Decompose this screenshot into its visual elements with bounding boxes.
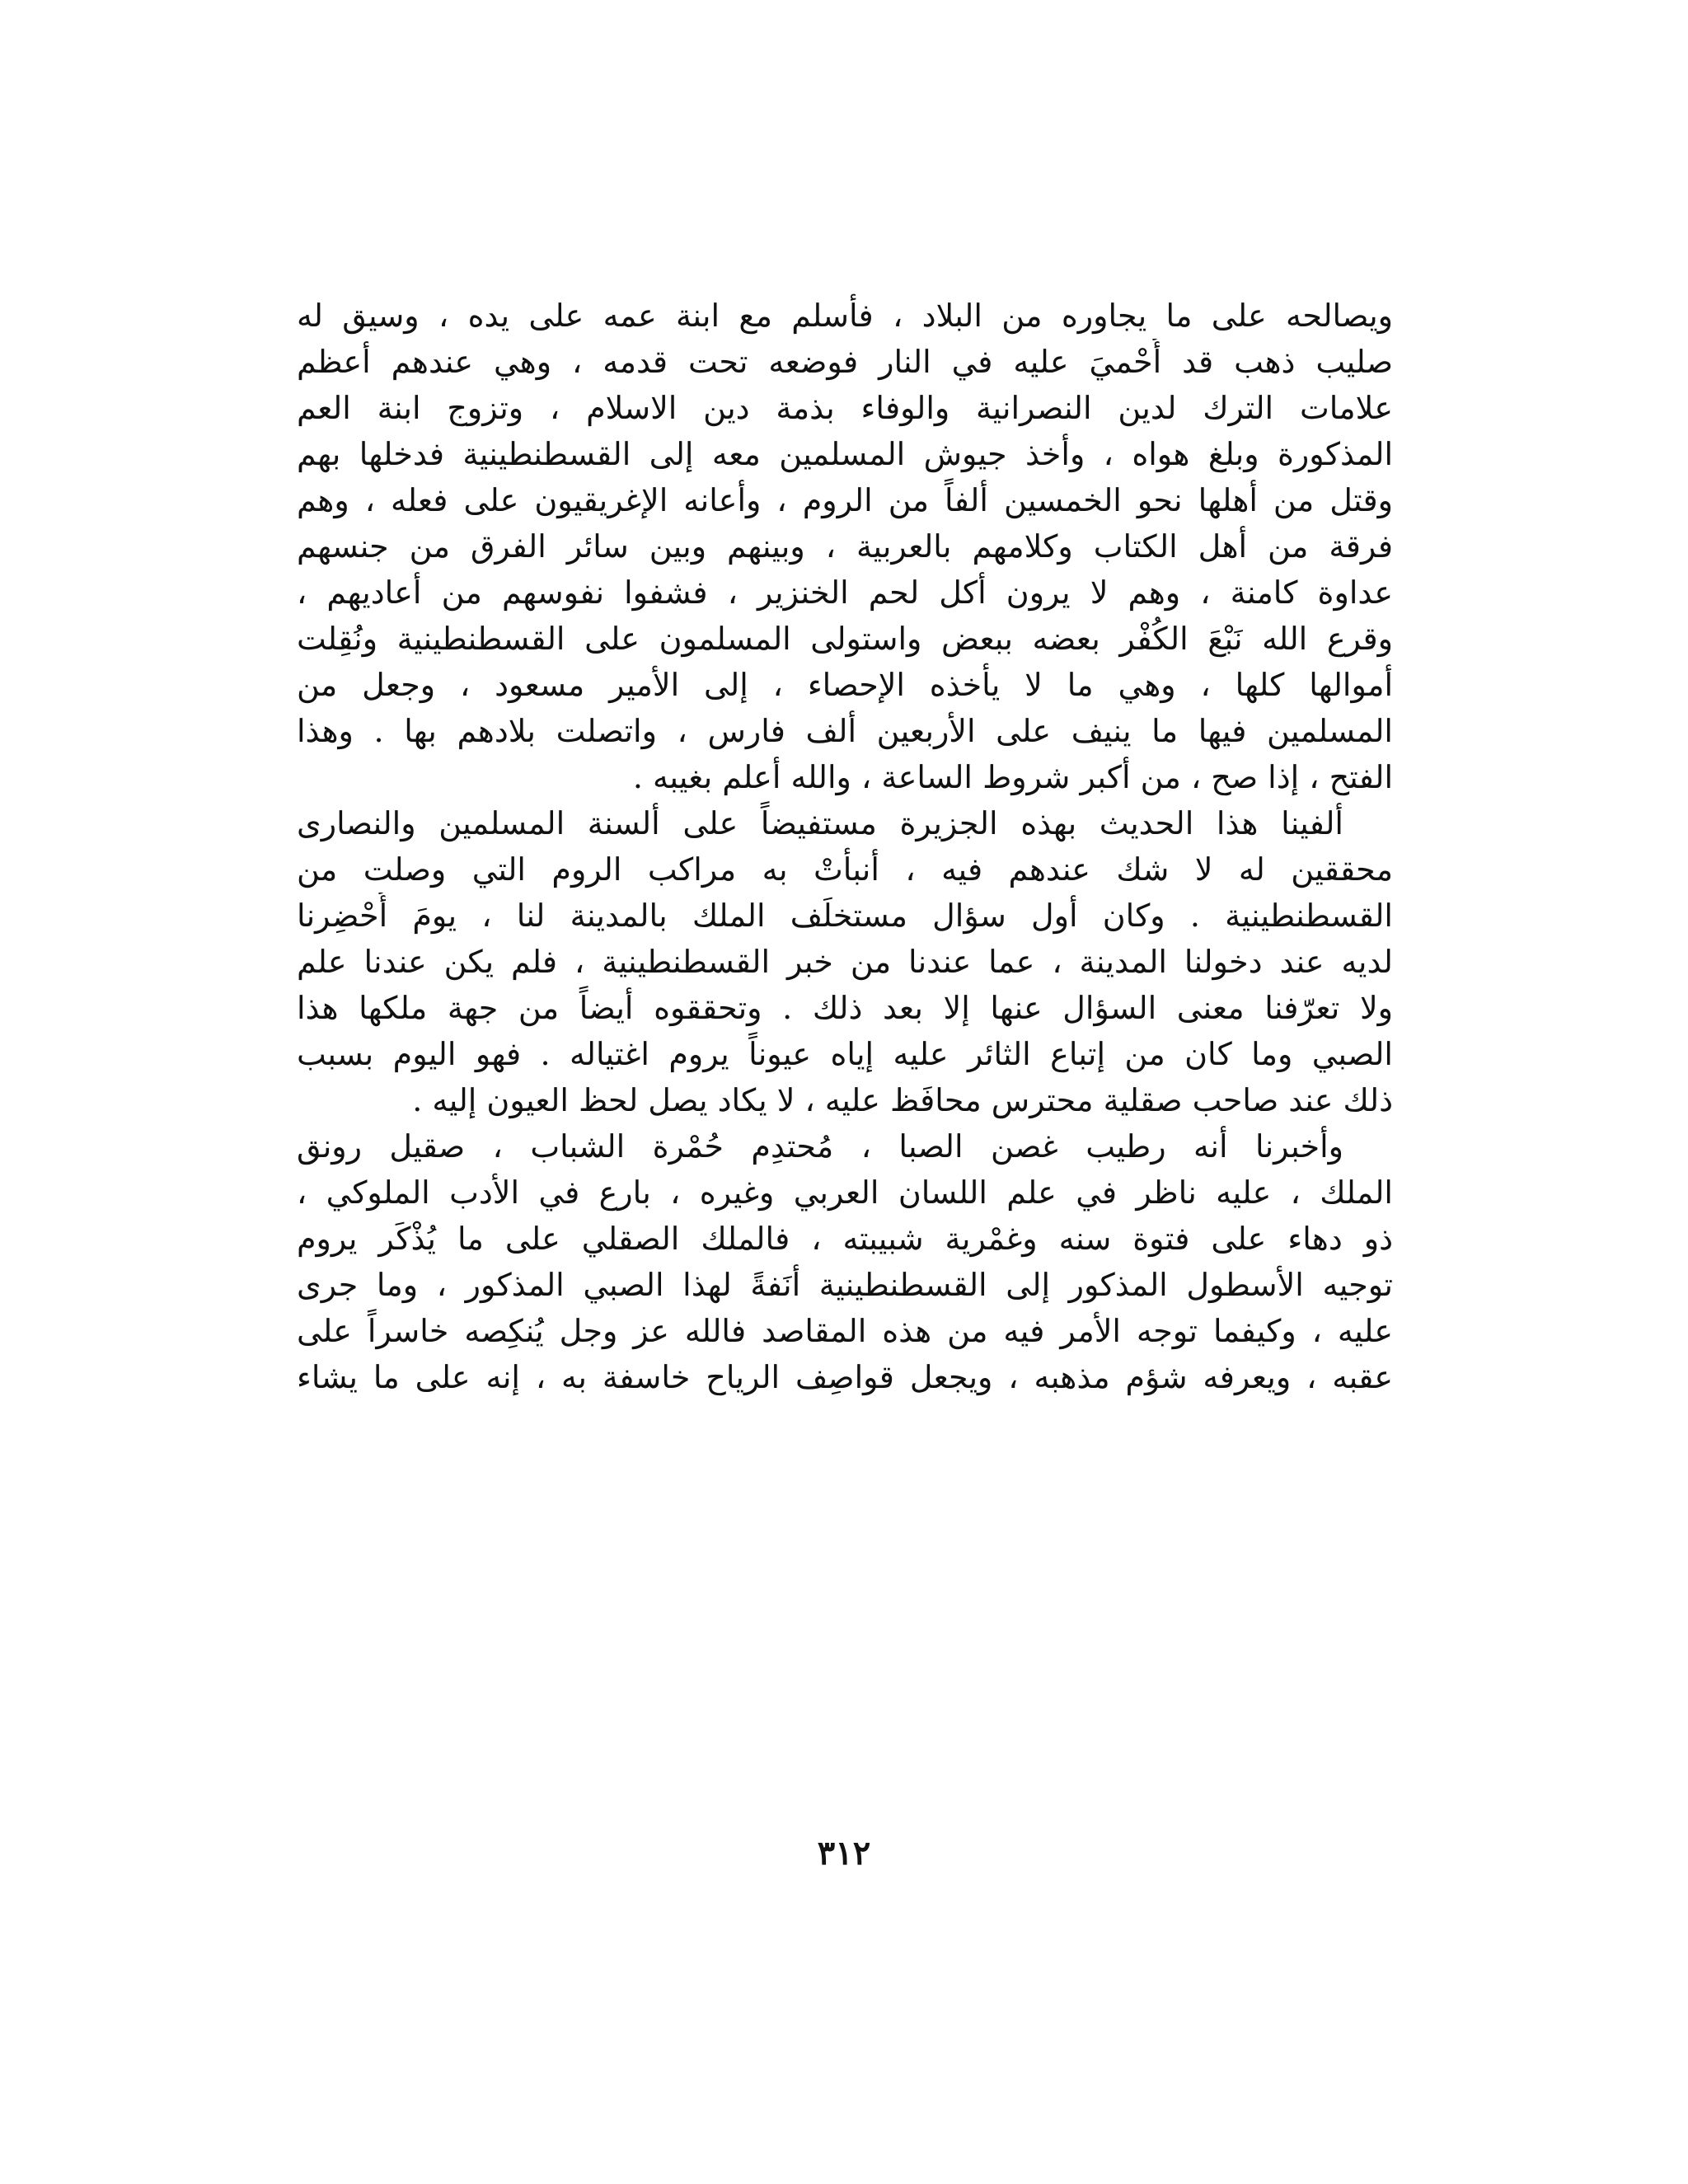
text-line: لديه عند دخولنا المدينة ، عما عندنا من خبر القسطنطينية ، فلم يكن عندنا علم xyxy=(297,944,1393,980)
text-line: علامات الترك لدين النصرانية والوفاء بذمة دين الاسلام ، وتزوج ابنة العم xyxy=(297,390,1393,426)
text-line: أموالها كلها ، وهي ما لا يأخذه الإحصاء ، إلى الأمير مسعود ، وجعل من xyxy=(297,667,1393,703)
text-line: عداوة كامنة ، وهم لا يرون أكل لحم الخنزير ، فشفوا نفوسهم من أعاديهم ، xyxy=(297,574,1393,611)
text-line: وقتل من أهلها نحو الخمسين ألفاً من الروم ، وأعانه الإغريقيون على فعله ، وهم xyxy=(297,482,1393,518)
body-text xyxy=(297,293,1393,1400)
text-line: الملك ، عليه ناظر في علم اللسان العربي وغيره ، بارع في الأدب الملوكي ، xyxy=(297,1174,1393,1211)
text-line: ألفينا هذا الحديث بهذه الجزيرة مستفيضاً على ألسنة المسلمين والنصارى xyxy=(297,805,1343,841)
text-line: وقرع الله نَبْعَ الكُفْر بعضه ببعض واستولى المسلمون على القسطنطينية ونُقِلت xyxy=(297,621,1393,657)
text-line: المذكورة وبلغ هواه ، وأخذ جيوش المسلمين معه إلى القسطنطينية فدخلها بهم xyxy=(297,436,1393,472)
text-line: المسلمين فيها ما ينيف على الأربعين ألف فارس ، واتصلت بلادهم بها . وهذا xyxy=(297,713,1393,749)
text-line: ويصالحه على ما يجاوره من البلاد ، فأسلم مع ابنة عمه على يده ، وسيق له xyxy=(297,298,1393,334)
text-line: محققين له لا شك عندهم فيه ، أنبأتْ به مراكب الروم التي وصلت من xyxy=(297,851,1393,888)
text-line: وأخبرنا أنه رطيب غصن الصبا ، مُحتدِم حُمْرة الشباب ، صقيل رونق xyxy=(297,1128,1343,1165)
text-line: توجيه الأسطول المذكور إلى القسطنطينية أنَفةً لهذا الصبي المذكور ، وما جرى xyxy=(297,1267,1393,1303)
text-line: عليه ، وكيفما توجه الأمر فيه من هذه المقاصد فالله عز وجل يُنكِصه خاسراً على xyxy=(297,1313,1393,1349)
text-line: ولا تعرّفنا معنى السؤال عنها إلا بعد ذلك . وتحققوه أيضاً من جهة ملكها هذا xyxy=(297,990,1393,1026)
text-line: صليب ذهب قد أُحْميَ عليه في النار فوضعه تحت قدمه ، وهي عندهم أعظم xyxy=(297,344,1393,380)
text-line: الفتح ، إذا صح ، من أكبر شروط الساعة ، والله أعلم بغيبه . xyxy=(632,759,1393,795)
text-line: فرقة من أهل الكتاب وكلامهم بالعربية ، وبينهم وبين سائر الفرق من جنسهم xyxy=(297,528,1393,565)
text-line: عقبه ، ويعرفه شؤم مذهبه ، ويجعل قواصِف الرياح خاسفة به ، إنه على ما يشاء xyxy=(297,1359,1393,1395)
text-line: الصبي وما كان من إتباع الثائر عليه إياه عيوناً يروم اغتياله . فهو اليوم بسبب xyxy=(297,1036,1393,1072)
text-line: ذلك عند صاحب صقلية محترس محافَظ عليه ، لا يكاد يصل لحظ العيون إليه . xyxy=(412,1082,1393,1118)
text-line: ذو دهاء على فتوة سنه وغمْرية شبيبته ، فالملك الصقلي على ما يُذْكَر يروم xyxy=(297,1221,1393,1257)
text-line: القسطنطينية . وكان أول سؤال مستخلَف الملك بالمدينة لنا ، يومَ أُحْضِرنا xyxy=(297,898,1393,934)
page-number: ٣١٢ xyxy=(817,1834,871,1872)
